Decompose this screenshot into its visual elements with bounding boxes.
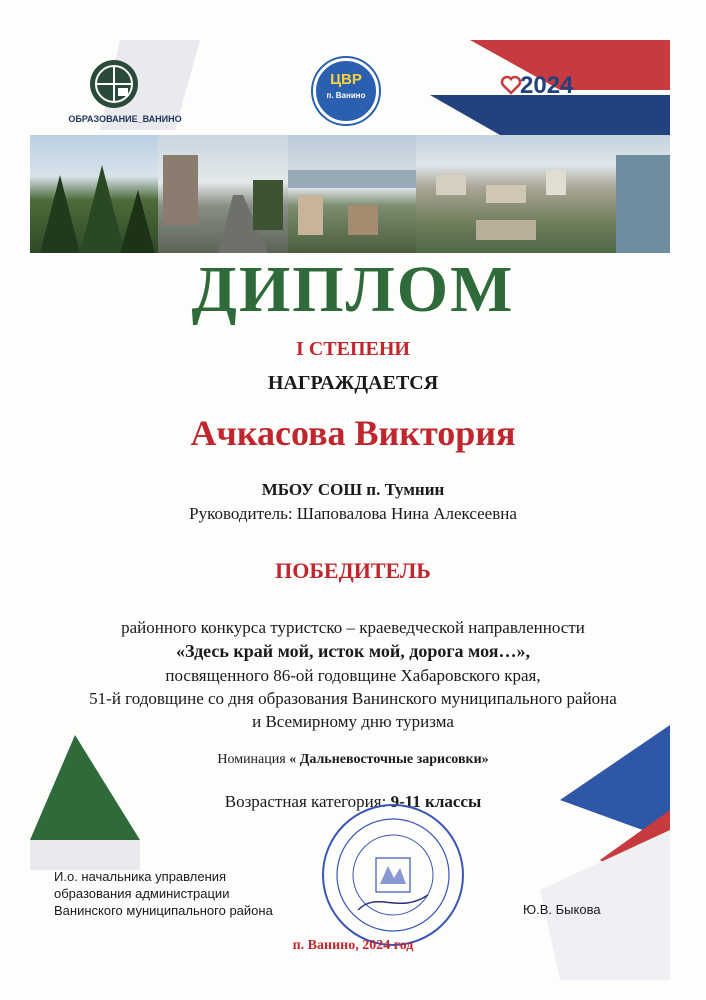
- signer-position-line-1: И.о. начальника управления: [54, 869, 227, 884]
- diploma-title: ДИПЛОМ: [191, 253, 515, 326]
- signer-position-line-3: Ванинского муниципального района: [54, 903, 273, 918]
- contest-line-3: посвященного 86-ой годовщине Хабаровского края,: [165, 666, 541, 685]
- photo-city: [416, 135, 670, 253]
- obrazovanie-logo-caption: ОБРАЗОВАНИЕ_ВАНИНО: [68, 114, 182, 124]
- winner-status: ПОБЕДИТЕЛЬ: [275, 558, 431, 583]
- age-category-label: Возрастная категория:: [224, 792, 391, 811]
- photo-forest: [30, 135, 158, 253]
- photo-bay: [288, 135, 416, 253]
- supervisor: Руководитель: Шаповалова Нина Алексеевна: [189, 504, 517, 523]
- logo-cvr: [313, 58, 379, 124]
- awarded-label: НАГРАЖДАЕТСЯ: [267, 372, 439, 394]
- logo-obrazovanie-vanino: [60, 58, 190, 130]
- contest-line-1: районного конкурса туристско – краеведческой направленности: [121, 618, 585, 637]
- official-stamp: [318, 800, 468, 950]
- signer-position-line-2: образования администрации: [54, 886, 230, 901]
- year-logo-text: 2024: [520, 72, 574, 99]
- age-category-value: 9-11 классы: [390, 792, 482, 811]
- signer-name: Ю.В. Быкова: [523, 902, 601, 917]
- contest-line-5: и Всемирному дню туризма: [252, 712, 454, 731]
- contest-line-4: 51-й годовщине со дня образования Ванинского муниципального района: [89, 689, 617, 708]
- school-name: МБОУ СОШ п. Тумнин: [261, 480, 445, 499]
- cvr-logo-place: п. Ванино: [326, 91, 366, 100]
- contest-name: «Здесь край мой, исток мой, дорога моя…»,: [176, 641, 530, 661]
- diploma-degree: I СТЕПЕНИ: [296, 338, 410, 360]
- logo-god-semyi: [500, 70, 600, 120]
- obrazovanie-logo-icon: [60, 58, 190, 118]
- nomination-value: « Дальневосточные зарисовки»: [289, 752, 489, 767]
- recipient-name: Ачкасова Виктория: [190, 413, 516, 453]
- cvr-logo-text: ЦВР: [330, 71, 362, 88]
- signer-position: [54, 868, 273, 919]
- place-date: п. Ванино, 2024 год: [292, 938, 414, 953]
- heart-icon: [500, 74, 522, 96]
- photo-street: [158, 135, 288, 253]
- nomination-label: Номинация: [217, 752, 290, 767]
- year-logo-caption: ГОД СЕМЬИ: [514, 102, 572, 113]
